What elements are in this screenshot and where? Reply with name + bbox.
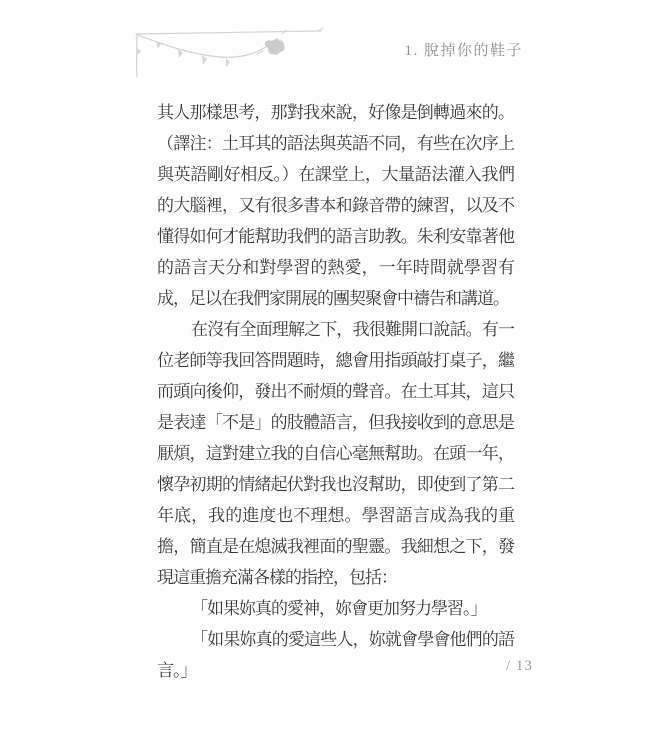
paragraph-quote: 「如果妳真的愛這些人，妳就會學會他們的語言。」 — [157, 630, 514, 680]
chapter-title: 1. 脫掉你的鞋子 — [404, 43, 523, 59]
paragraph-quote: 「如果妳真的愛神，妳會更加努力學習。」 — [191, 599, 487, 618]
page-number: / 13 — [506, 658, 533, 674]
paragraph: 在沒有全面理解之下，我很難開口說話。有一位老師等我回答問題時，總會用指頭敲打桌子，繼而頭向後仰，發出不耐煩的聲音。在土耳其，這只是表達「不是」的肢體語言，但我接收到的意思是厭煩，這對建立我的自信心毫無幫助。在頭一年，懷孕初期的情緒起伏對我也沒幫助，即使到了第二年底，我的進度也不理想。學習語言成為我的重擔，簡直是在熄滅我裡面的聖靈。我細想之下，發現這重擔充滿各樣的指控，包括： — [157, 320, 514, 587]
body-text — [157, 97, 514, 686]
paragraph-continuation: 其人那樣思考，那對我來說，好像是倒轉過來的。（譯注：土耳其的語法與英語不同，有些在次序上與英語剛好相反。）在課堂上，大量語法灌入我們的大腦裡，又有很多書本和錄音帶的練習，以及不懂得如何才能幫助我們的語言助教。朱利安靠著他的語言天分和對學習的熱愛，一年時間就學習有成，足以在我們家開展的團契聚會中禱告和講道。 — [157, 103, 514, 308]
vine-branch-decoration-icon — [132, 26, 324, 82]
